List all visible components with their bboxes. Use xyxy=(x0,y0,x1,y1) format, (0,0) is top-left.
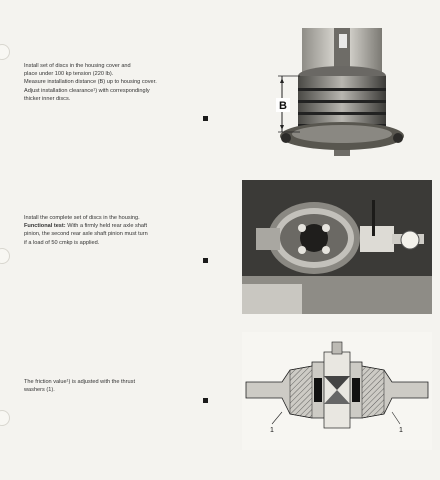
binder-hole xyxy=(0,248,10,264)
instruction-line: thicker inner discs. xyxy=(24,95,71,102)
section-end-marker xyxy=(203,398,208,403)
instruction-text-3 xyxy=(24,378,214,394)
callout-1-right: 1 xyxy=(399,427,403,434)
instruction-line: place under 100 kp tension (220 lb). xyxy=(24,71,114,78)
instruction-line: Adjust installation clearance¹) with correspondingly xyxy=(24,87,150,94)
instruction-text-2 xyxy=(24,214,214,247)
differential-test-photo xyxy=(242,180,432,314)
instruction-line: if a load of 50 cmkp is applied. xyxy=(24,239,100,246)
instruction-line: Install the complete set of discs in the housing. xyxy=(24,215,140,221)
disc-pack-measurement-photo xyxy=(242,28,432,156)
instruction-line: The friction value¹) is adjusted with the thrust xyxy=(24,379,135,385)
instruction-line: With a firmly held rear axle shaft xyxy=(67,223,148,230)
dimension-label-b: B xyxy=(279,100,287,112)
instruction-text-1 xyxy=(24,62,214,103)
thrust-washer-sectional-drawing xyxy=(242,332,432,450)
instruction-line: Measure installation distance (B) up to housing cover. xyxy=(24,79,157,86)
instruction-line: pinion, the second rear axle shaft pinion must turn xyxy=(24,231,148,238)
functional-test-label: Functional test: xyxy=(24,223,66,230)
binder-hole xyxy=(0,410,10,426)
instruction-line xyxy=(24,222,214,230)
binder-hole xyxy=(0,44,10,60)
instruction-line: Install set of discs in the housing cover and xyxy=(24,63,131,69)
section-end-marker xyxy=(203,116,208,121)
callout-1-left: 1 xyxy=(270,427,274,434)
section-end-marker xyxy=(203,258,208,263)
instruction-line: washers (1). xyxy=(24,387,55,394)
